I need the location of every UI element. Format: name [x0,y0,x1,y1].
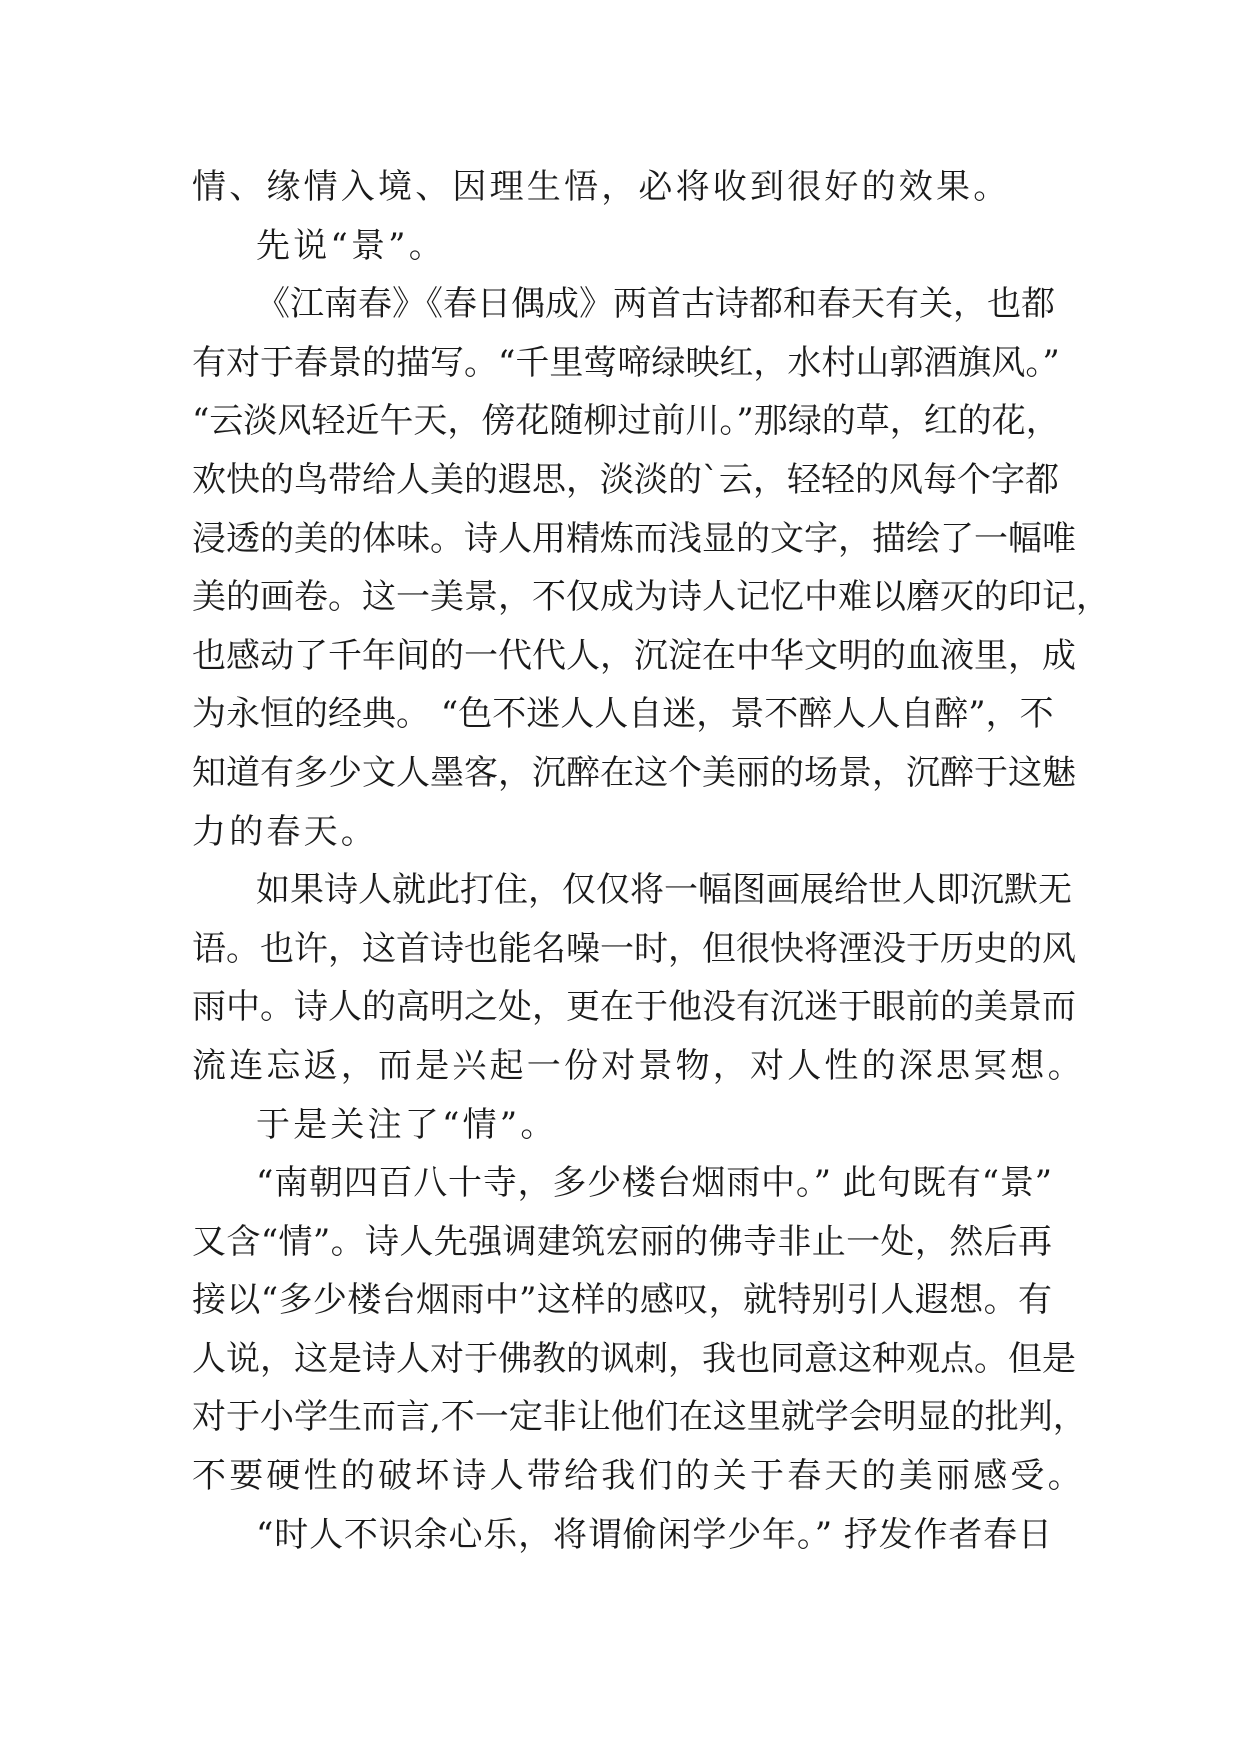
paragraph-line: “时人不识余心乐，将谓偷闲学少年。” 抒发作者春日 [256,1514,1052,1555]
text-line: 为永恒的经典。 “色不迷人人自迷，景不醉人人自醉”，不 [192,694,1054,735]
text-line: 知道有多少文人墨客，沉醉在这个美丽的场景，沉醉于这魅 [192,752,1076,793]
paragraph-line: “南朝四百八十寺，多少楼台烟雨中。” 此句既有“景” [256,1163,1052,1204]
text-line: 有对于春景的描写。“千里莺啼绿映红，水村山郭酒旗风。” [192,342,1060,383]
text-line: “云淡风轻近午天，傍花随柳过前川。”那绿的草，红的花， [192,401,1060,442]
paragraph-line: 《江南春》《春日偶成》两首古诗都和春天有关，也都 [256,284,1055,325]
text-line: 也感动了千年间的一代代人，沉淀在中华文明的血液里，成 [192,635,1076,676]
text-line: 浸透的美的体味。诗人用精炼而浅显的文字，描绘了一幅唯 [192,518,1076,559]
body-text [192,158,1110,1564]
text-line: 语。也许，这首诗也能名噪一时，但很快将湮没于历史的风 [192,928,1076,969]
text-line: 流连忘返，而是兴起一份对景物，对人性的深思冥想。 [192,1045,1085,1086]
paragraph-line: 如果诗人就此打住，仅仅将一幅图画展给世人即沉默无 [256,870,1072,911]
text-line: 对于小学生而言,不一定非让他们在这里就学会明显的批判， [192,1397,1087,1438]
text-line: 力的春天。 [192,811,378,852]
text-line: 接以“多少楼台烟雨中”这样的感叹，就特别引人遐想。有 [192,1280,1052,1321]
text-line: 不要硬性的破坏诗人带给我们的关于春天的美丽感受。 [192,1456,1085,1497]
text-line: 人说，这是诗人对于佛教的讽刺，我也同意这种观点。但是 [192,1338,1076,1379]
paragraph-line-scenery-heading: 先说“景”。 [256,225,446,266]
text-line: 又含“情”。诗人先强调建筑宏丽的佛寺非止一处，然后再 [192,1221,1052,1262]
text-line: 雨中。诗人的高明之处，更在于他没有沉迷于眼前的美景而 [192,987,1076,1028]
text-line: 情、缘情入境、因理生悟，必将收到很好的效果。 [192,167,1011,207]
text-line: 美的画卷。这一美景，不仅成为诗人记忆中难以磨灭的印记， [192,577,1110,618]
paragraph-line-emotion-heading: 于是关注了“情”。 [256,1104,558,1145]
text-line: 欢快的鸟带给人美的遐思，淡淡的`云，轻轻的风每个字都 [192,459,1059,500]
